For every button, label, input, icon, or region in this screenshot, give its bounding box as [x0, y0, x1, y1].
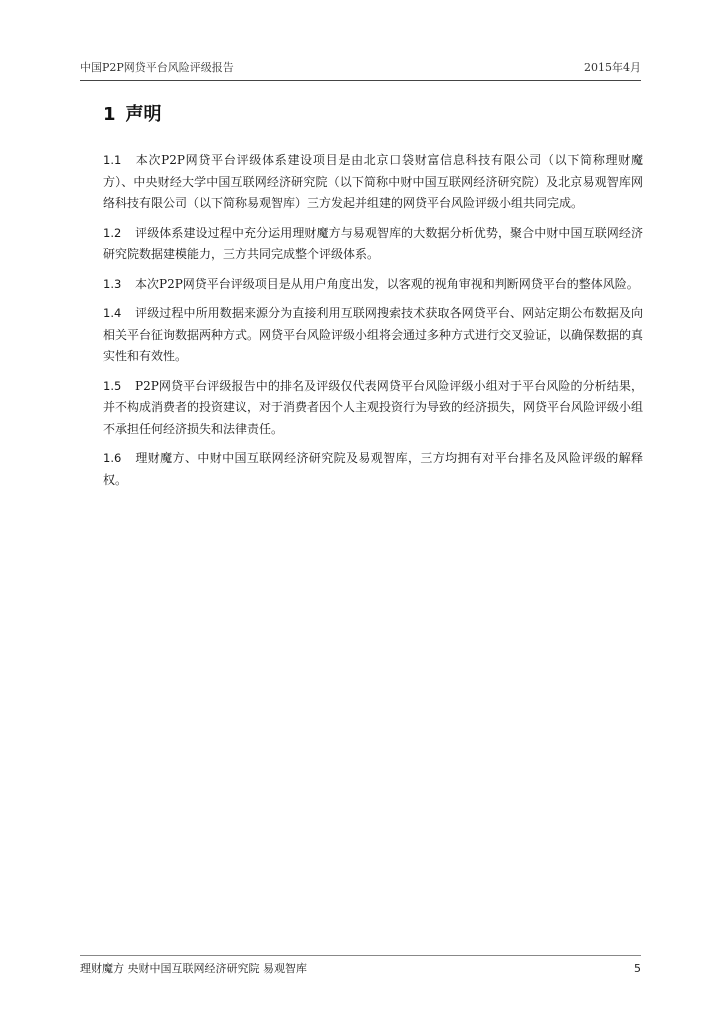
paragraph-1-2 — [103, 223, 643, 266]
section-title: 声明 — [125, 104, 162, 125]
paragraph-number: 1.6 — [103, 451, 122, 465]
paragraph-number: 1.5 — [103, 378, 122, 393]
paragraph-number: 1.3 — [103, 276, 122, 291]
paragraph-text: 本次P2P网贷平台评级体系建设项目是由北京口袋财富信息科技有限公司（以下简称理财魔方）、中央财经大学中国互联网经济研究院（以下简称中财中国互联网经济研究院）及北京易观智库网络科技有限公司（以下简称易观智库）三方发起并组建的网贷平台风险评级小组共同完成。 — [103, 153, 643, 210]
paragraph-1-1 — [103, 150, 643, 215]
footer-divider — [80, 955, 641, 956]
section-heading — [103, 102, 162, 128]
paragraph-1-5 — [103, 376, 643, 441]
paragraph-1-4 — [103, 303, 643, 368]
paragraph-number: 1.1 — [103, 153, 122, 167]
paragraph-number: 1.4 — [103, 306, 122, 320]
paragraph-number: 1.2 — [103, 225, 122, 240]
page-header — [80, 61, 641, 79]
paragraph-text: 评级体系建设过程中充分运用理财魔方与易观智库的大数据分析优势，聚合中财中国互联网经济研究院数据建模能力，三方共同完成整个评级体系。 — [103, 225, 643, 261]
page-footer — [80, 962, 641, 980]
paragraph-1-3 — [103, 274, 643, 296]
header-report-title: 中国P2P网贷平台风险评级报告 — [80, 61, 234, 74]
paragraph-text: P2P网贷平台评级报告中的排名及评级仅代表网贷平台风险评级小组对于平台风险的分析结果，并不构成消费者的投资建议，对于消费者因个人主观投资行为导致的经济损失，网贷平台风险评级小组不承担任何经济损失和法律责任。 — [103, 378, 644, 436]
footer-organizations: 理财魔方 央财中国互联网经济研究院 易观智库 — [80, 962, 307, 975]
declaration-content — [103, 150, 643, 499]
header-date: 2015年4月 — [584, 61, 641, 74]
paragraph-text: 评级过程中所用数据来源分为直接利用互联网搜索技术获取各网贷平台、网站定期公布数据及向相关平台征询数据两种方式。网贷平台风险评级小组将会通过多种方式进行交叉验证，以确保数据的真实性和有效性。 — [103, 306, 644, 363]
paragraph-text: 理财魔方、中财中国互联网经济研究院及易观智库，三方均拥有对平台排名及风险评级的解释权。 — [103, 451, 643, 487]
paragraph-text: 本次P2P网贷平台评级项目是从用户角度出发，以客观的视角审视和判断网贷平台的整体风险。 — [135, 276, 639, 291]
section-number: 1 — [103, 104, 116, 125]
header-divider — [80, 80, 641, 81]
page-number: 5 — [634, 962, 641, 975]
paragraph-1-6 — [103, 448, 643, 491]
